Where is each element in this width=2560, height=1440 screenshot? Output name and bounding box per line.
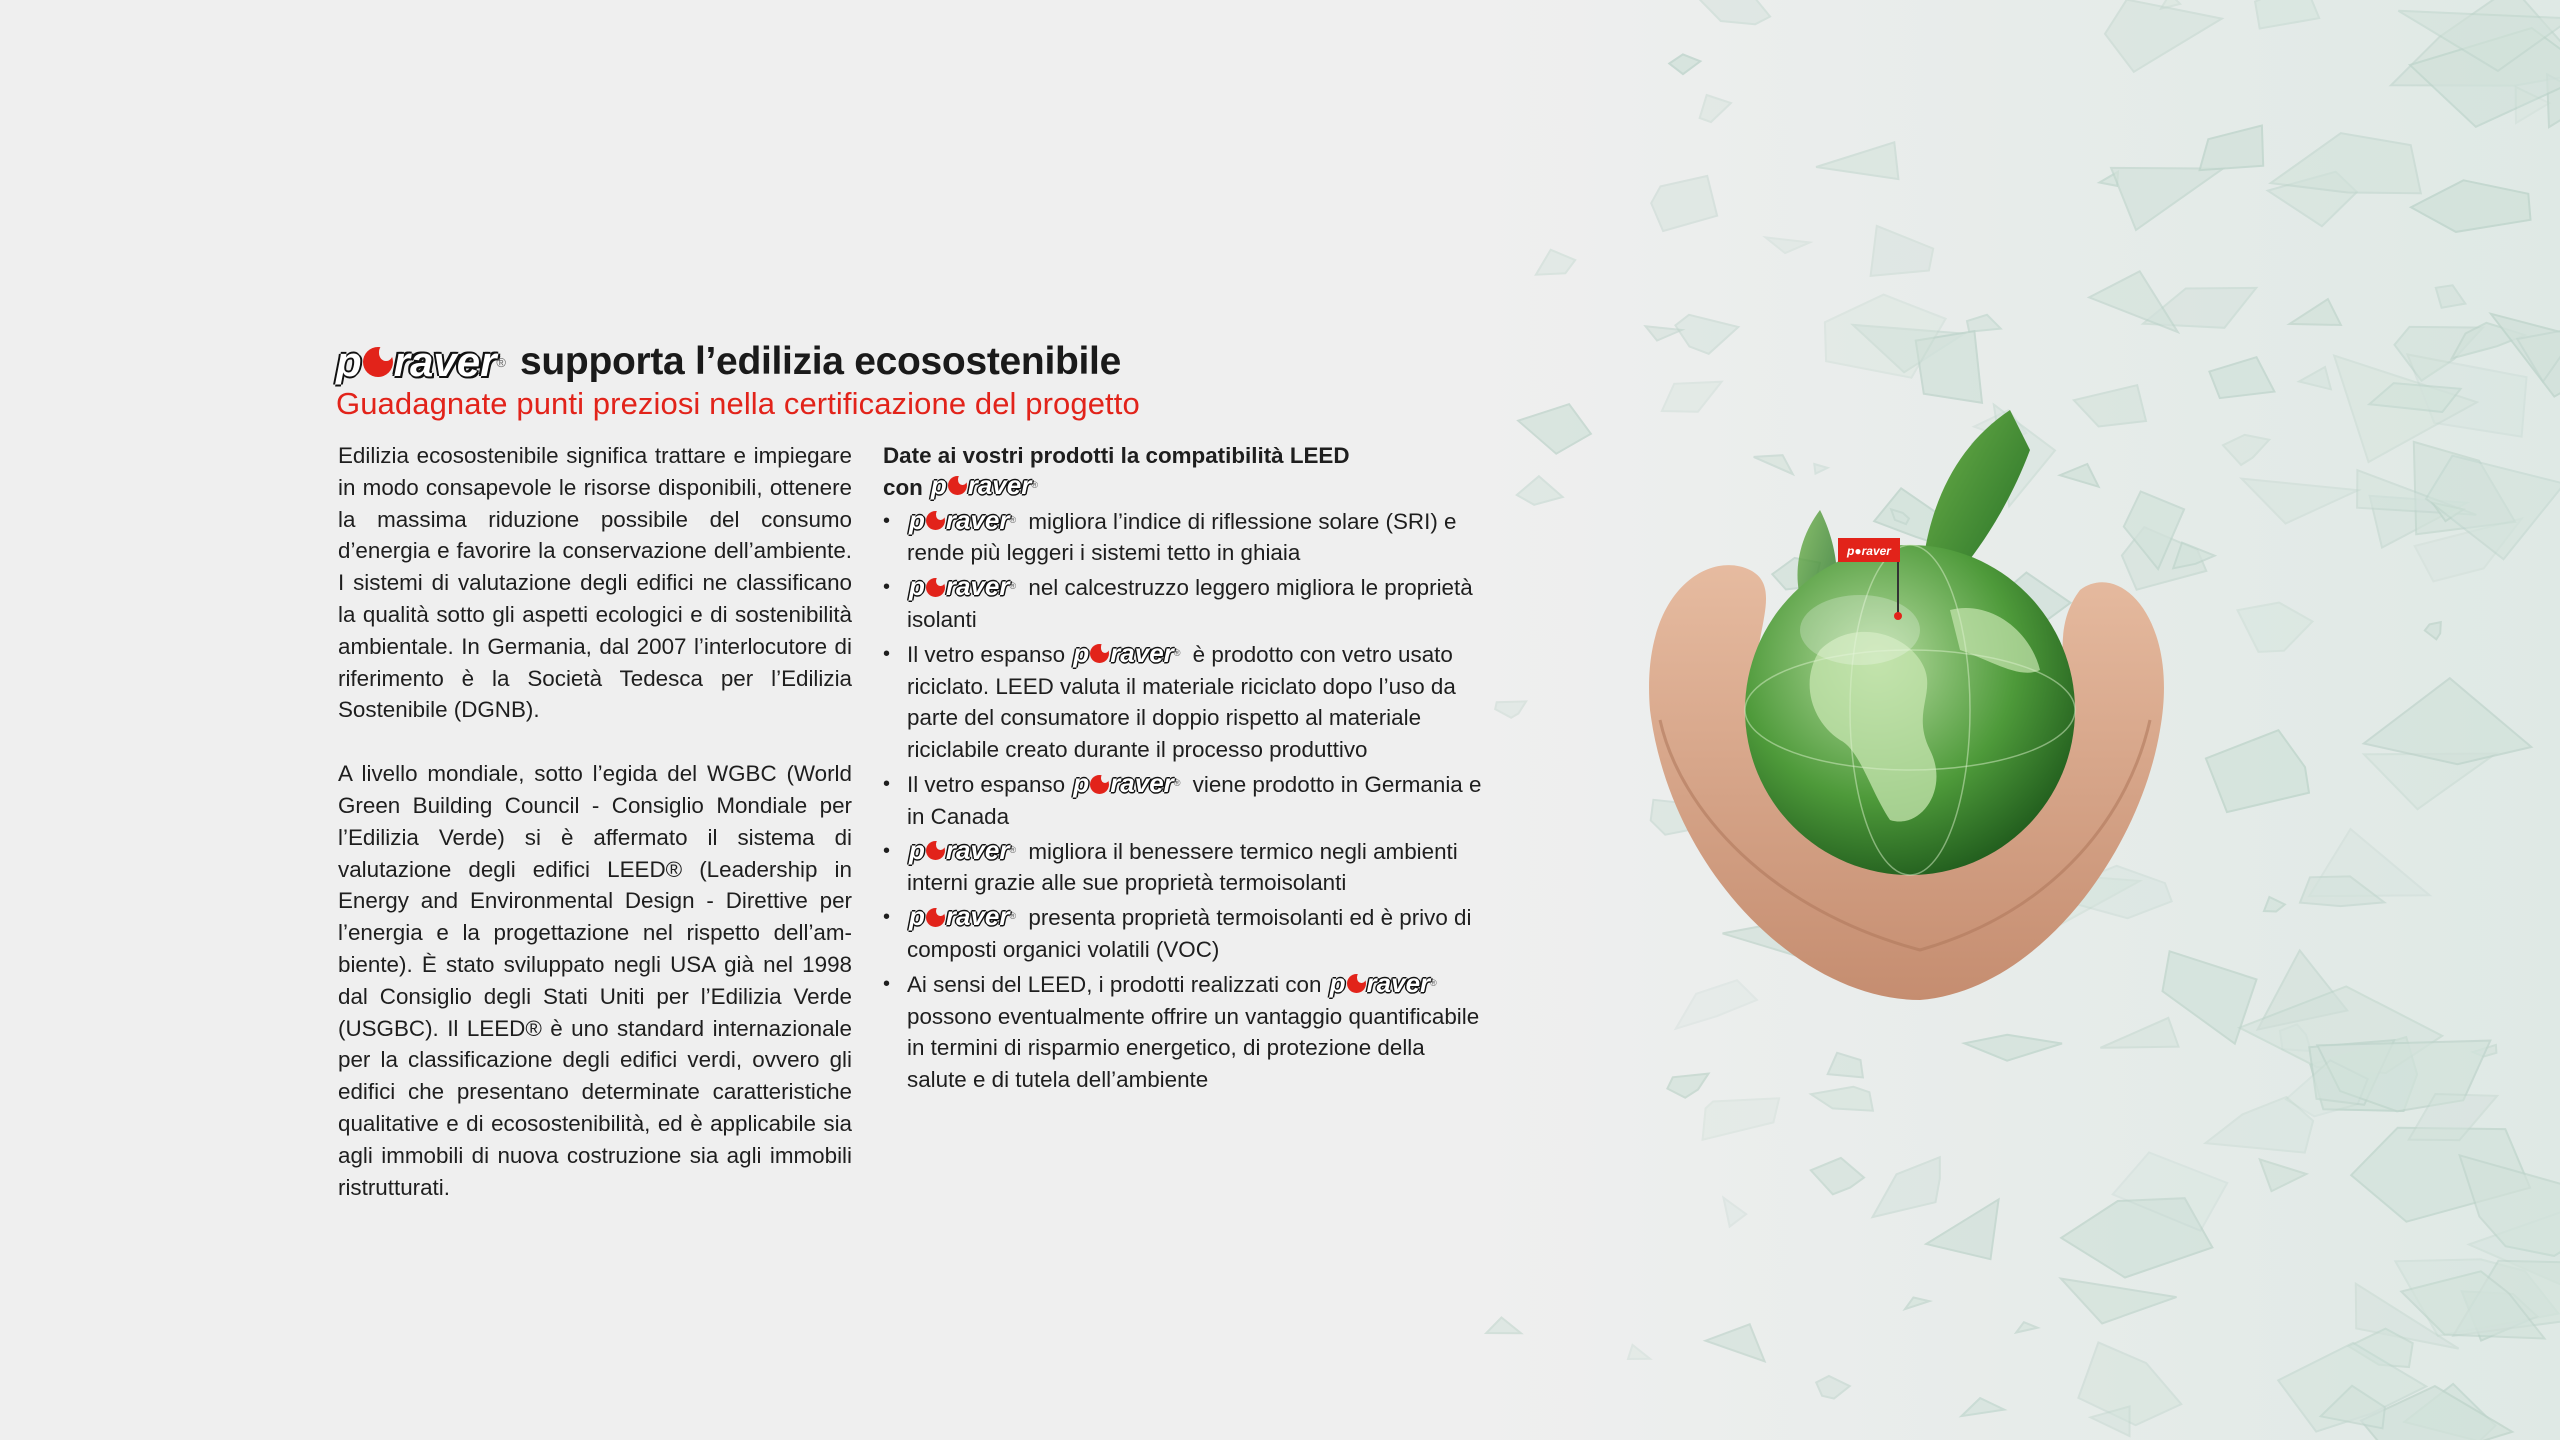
bullet-text-before: Il vetro espanso (907, 771, 1072, 797)
poraver-logo-inline (909, 901, 1017, 932)
logo-letter-p: p (336, 338, 362, 385)
lead-line-2-text: con (883, 474, 923, 500)
lead-line-1: Date ai vostri prodotti la compatibilità LEED (883, 443, 1350, 468)
logo-dot-icon (926, 841, 945, 860)
bullet-text-before: Ai sensi del LEED, i prodotti realizzati con (907, 971, 1328, 997)
title-text: supporta l’edilizia ecosostenibile (520, 340, 1121, 383)
lead-line-2 (883, 469, 1483, 504)
logo-registered-mark: ® (1009, 911, 1017, 922)
bullet-text-after: è prodotto con vetro usato riciclato. LEED valuta il materiale riciclato dopo l’uso da parte del consumatore il doppio rispetto al materiale riciclabile creato durante il processo produttivo (907, 641, 1456, 763)
list-item (883, 769, 1483, 833)
logo-letter-p: • p (909, 504, 925, 535)
logo-word: raver (1110, 768, 1174, 799)
logo-letter-p: • p (909, 571, 925, 602)
list-item (883, 836, 1483, 900)
poraver-logo-inline (909, 571, 1017, 602)
logo-word: raver (1110, 637, 1174, 668)
left-column (338, 440, 852, 1235)
logo-dot-icon (948, 476, 967, 495)
logo-letter-p: p (930, 469, 947, 500)
logo-dot-icon (1090, 775, 1109, 794)
logo-registered-mark: ® (1009, 581, 1017, 592)
bullet-text-before: Il vetro espanso (907, 641, 1072, 667)
poraver-logo-inline (1329, 967, 1437, 998)
logo-word: raver (967, 469, 1032, 500)
poraver-logo-inline (930, 469, 1038, 500)
list-item (883, 506, 1483, 570)
poraver-logo-inline (909, 504, 1017, 535)
list-item (883, 639, 1483, 766)
logo-registered-mark: ® (496, 354, 507, 370)
paragraph-2: A livello mondiale, sotto l’egida del WGBC (World Green Building Council - Consiglio Mondiale per l’Edilizia Verde) si è affermato il sistema di valutazione degli edifici LEED® (Leadership in Energy and Environmental Design - Direttive per l’energia e la progettazione nel rispetto dell’ambiente). È stato sviluppato negli USA già nel 1998 dal Consiglio degli Stati Uniti per l’Edilizia Verde (USGBC). Il LEED® è uno standard internazionale per la classificazione degli edifici verdi, ovvero gli edifici che presentano determinate caratteristiche qualitative e di ecosostenibilità, ed è applicabile sia agli immobili di nuova costruzione sia agli immobili ristrutturati. (338, 761, 852, 1200)
logo-word: raver (393, 338, 497, 385)
logo-dot-icon (363, 347, 393, 377)
logo-dot-icon (1090, 644, 1109, 663)
flag-label: p●raver (1847, 544, 1891, 558)
poraver-logo (336, 338, 507, 385)
logo-dot-icon (926, 578, 945, 597)
bullet-text-after: migliora il benessere termico negli ambienti interni grazie alle sue proprietà termoisolanti (907, 838, 1458, 896)
header (336, 338, 1236, 422)
logo-letter-p: • p (909, 834, 925, 865)
poraver-logo-inline (1073, 637, 1181, 668)
logo-registered-mark: ® (1031, 479, 1038, 490)
logo-registered-mark: ® (1009, 514, 1017, 525)
logo-letter-p: p (1329, 967, 1346, 998)
logo-dot-icon (926, 511, 945, 530)
poraver-logo-inline (909, 834, 1017, 865)
poraver-logo-inline (1073, 768, 1181, 799)
logo-letter-p: p (1073, 637, 1090, 668)
bullet-text-after: presenta proprietà termoisolanti ed è privo di composti organici volatili (VOC) (907, 905, 1472, 962)
logo-word: raver (945, 571, 1010, 602)
logo-registered-mark: ® (1173, 647, 1181, 658)
paragraph-1: Edilizia ecosostenibile significa trattare e impiegare in modo consapevole le risorse disponibili, ottenere la massima riduzione possibile del consumo d’energia e favorire la conservazione dell’ambiente. I sistemi di valutazione degli edifici ne classificano la qualità sotto gli aspetti ecologici e di sostenibilità ambientale. In Germania, dal 2007 l’interlocutore di riferimento è la Società Tedesca per l’Edilizia Sostenibile (DGNB). (338, 443, 852, 723)
logo-letter-p: p (1073, 768, 1090, 799)
subtitle: Guadagnate punti preziosi nella certificazione del progetto (336, 386, 1140, 421)
list-item (883, 969, 1483, 1096)
list-item (883, 902, 1483, 966)
bullet-text-after: migliora l’indice di riflessione solare (SRI) e rende più leggeri i sistemi tetto in ghiaia (907, 508, 1457, 566)
bullet-text-after: viene prodotto in Germania e in Canada (907, 771, 1482, 829)
logo-word: raver (945, 901, 1010, 932)
logo-registered-mark: ® (1009, 844, 1017, 855)
logo-word: raver (1366, 967, 1431, 998)
logo-word: raver (945, 834, 1010, 865)
right-column (883, 440, 1483, 1099)
logo-dot-icon (926, 908, 945, 927)
benefits-list (883, 506, 1483, 1096)
logo-registered-mark: ® (1173, 778, 1181, 789)
bullet-text-after: possono eventualmente offrire un vantaggio quantificabile in termini di risparmio energetico, di protezione della salute e di tutela dell’ambiente (907, 1003, 1480, 1093)
list-item (883, 572, 1483, 636)
logo-registered-mark: ® (1430, 977, 1437, 988)
page-title (336, 338, 1236, 386)
logo-dot-icon (1347, 974, 1366, 993)
logo-letter-p: • p (909, 901, 925, 932)
bullet-text-after: nel calcestruzzo leggero migliora le proprietà isolanti (907, 575, 1473, 632)
logo-word: raver (945, 504, 1010, 535)
